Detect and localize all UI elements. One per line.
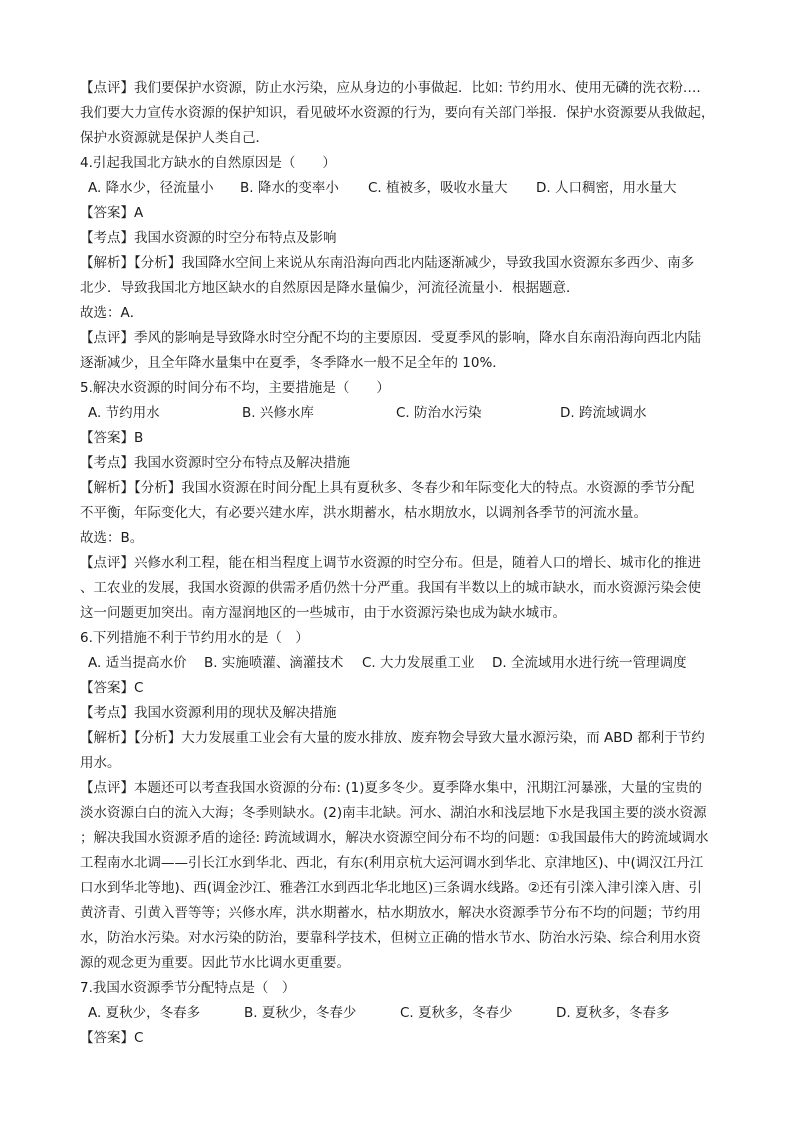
question-text: 4.引起我国北方缺水的自然原因是（ ） [80,155,336,171]
analysis-line: 【解析】【分析】我国水资源在时间分配上具有夏秋多、冬春少和年际变化大的特点。水资源的季节分配 [80,480,695,496]
text-line: 【点评】我们要保护水资源，防止水污染，应从身边的小事做起．比如: 节约用水、使用无磷的洗衣粉…. [80,80,701,96]
review-line: 水，防治水污染。对水污染的防治，要靠科学技术，但树立正确的惜水节水、防治水污染、综合利用水资 [80,930,701,946]
option-d: D. 全流域用水进行统一管理调度 [492,655,687,671]
review-line: 淡水资源白白的流入大海；冬季则缺水。(2)南丰北缺。河水、湖泊水和浅层地下水是我国主要的淡水资源 [80,805,707,821]
question-text: 6.下列措施不利于节约用水的是（ ） [80,630,309,646]
question-text: 5.解决水资源的时间分布不均，主要措施是（ ） [80,380,390,396]
option-d: D. 跨流域调水 [560,405,647,421]
options-row [80,176,720,201]
review-section-q3 [80,76,720,151]
question-5 [80,376,720,626]
choice-line: 故选：B。 [80,530,144,546]
option-c: C. 防治水污染 [396,405,482,421]
analysis-line: 用水。 [80,755,121,771]
review-line: 逐渐减少，且全年降水量集中在夏季，冬季降水一般不足全年的 10%． [80,355,506,371]
review-line: ；解决我国水资源矛盾的途径: 跨流域调水，解决水资源空间分布不均的问题：①我国最伟大的跨流域调水 [80,830,709,846]
question-text: 7.我国水资源季节分配特点是（ ） [80,980,296,996]
option-b: B. 夏秋少，冬春少 [244,1005,357,1021]
answer: 【答案】C [80,680,144,696]
options-row [80,1001,720,1026]
document-page [80,76,720,1051]
option-b: B. 实施喷灌、滴灌技术 [204,655,344,671]
review-line: 【点评】兴修水利工程，能在相当程度上调节水资源的时空分布。但是，随着人口的增长、城市化的推进 [80,555,701,571]
review-line: 源的观念更为重要。因此节水比调水更重要。 [80,955,350,971]
option-b: B. 兴修水库 [242,405,314,421]
topic: 【考点】我国水资源时空分布特点及解决措施 [80,455,350,471]
option-d: D. 人口稠密，用水量大 [536,180,677,196]
review-line: 口水到华北等地)、西(调金沙江、雅砻江水到西北华北地区)三条调水线路。②还有引滦入津引滦入唐、引 [80,880,702,896]
text-line: 保护水资源就是保护人类自己． [80,130,269,146]
option-d: D. 夏秋多，冬春多 [556,1005,670,1021]
topic: 【考点】我国水资源的时空分布特点及影响 [80,230,337,246]
option-b: B. 降水的变率小 [240,180,339,196]
option-c: C. 植被多，吸收水量大 [368,180,508,196]
review-line: 工程南水北调——引长江水到华北、西北，有东(利用京杭大运河调水到华北、京津地区)、中(调汉江丹江 [80,855,704,871]
options-row [80,651,720,676]
options-row [80,401,720,426]
analysis-line: 【解析】【分析】我国降水空间上来说从东南沿海向西北内陆逐渐减少，导致我国水资源东多西少、南多 [80,255,695,271]
analysis-line: 【解析】【分析】大力发展重工业会有大量的废水排放、废弃物会导致大量水源污染，而 ABD 都利于节约 [80,730,705,746]
option-a: A. 适当提高水价 [88,655,187,671]
option-c: C. 大力发展重工业 [362,655,475,671]
answer: 【答案】B [80,430,144,446]
question-4 [80,151,720,376]
question-7 [80,976,720,1051]
review-line: 【点评】本题还可以考查我国水资源的分布: (1)夏多冬少。夏季降水集中，汛期江河暴涨，大量的宝贵的 [80,780,702,796]
review-line: 、工农业的发展，我国水资源的供需矛盾仍然十分严重。我国有半数以上的城市缺水，而水资源污染会使 [80,580,701,596]
topic: 【考点】我国水资源利用的现状及解决措施 [80,705,337,721]
review-line: 【点评】季风的影响是导致降水时空分配不均的主要原因．受夏季风的影响，降水自东南沿海向西北内陆 [80,330,701,346]
option-a: A. 降水少，径流量小 [88,180,214,196]
review-line: 这一问题更加突出。南方湿润地区的一些城市，由于水资源污染也成为缺水城市。 [80,605,566,621]
analysis-line: 北少．导致我国北方地区缺水的自然原因是降水量偏少，河流径流量小．根据题意． [80,280,580,296]
option-a: A. 夏秋少，冬春多 [88,1005,201,1021]
review-line: 黄济青、引黄入晋等等；兴修水库，洪水期蓄水，枯水期放水，解决水资源季节分布不均的问题；节约用 [80,905,701,921]
answer: 【答案】C [80,1030,144,1046]
option-a: A. 节约用水 [88,405,160,421]
choice-line: 故选：A． [80,305,144,321]
analysis-line: 不平衡，年际变化大，有必要兴建水库，洪水期蓄水，枯水期放水，以调剂各季节的河流水量。 [80,505,647,521]
text-line: 我们要大力宣传水资源的保护知识，看见破坏水资源的行为，要向有关部门举报．保护水资源要从我做起， [80,105,715,121]
question-6 [80,626,720,976]
option-c: C. 夏秋多，冬春少 [400,1005,513,1021]
answer: 【答案】A [80,205,144,221]
